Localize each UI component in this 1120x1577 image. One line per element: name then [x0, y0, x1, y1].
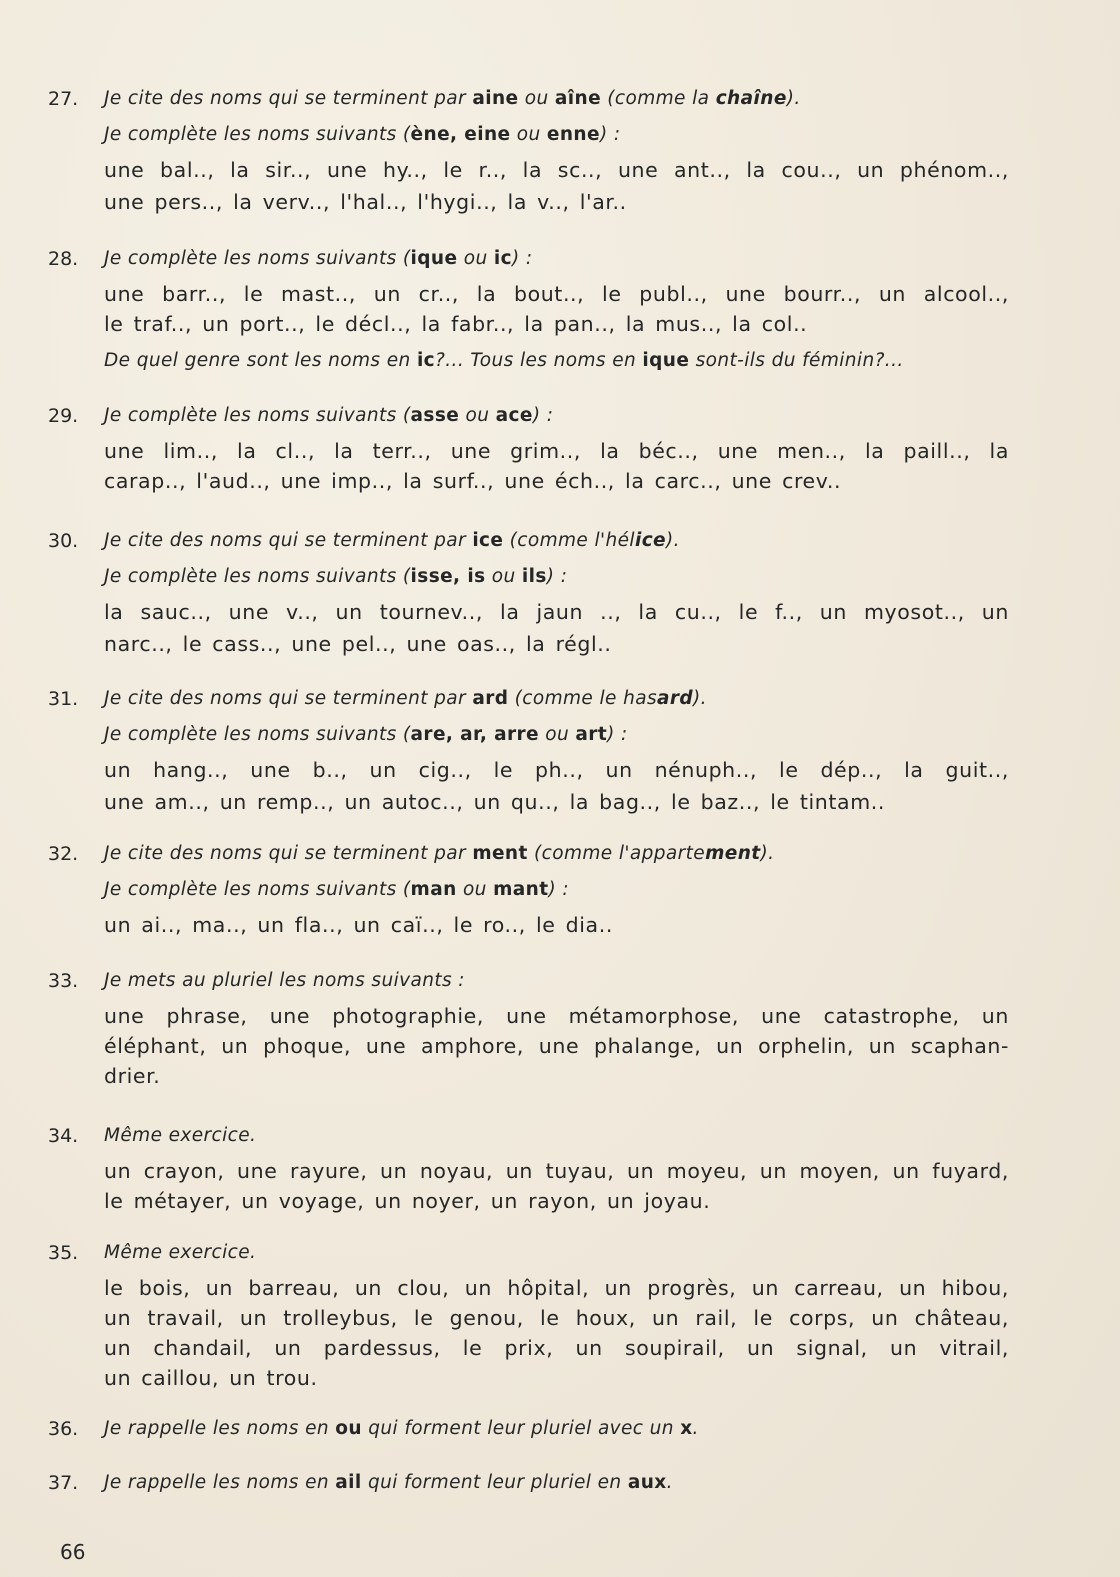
- exercise-instruction: [104, 843, 774, 864]
- instruction-keyword: ace: [495, 405, 533, 426]
- instruction-keyword: aîne: [554, 88, 602, 109]
- instruction-text: (comme l': [527, 843, 630, 864]
- exercise-number: 37.: [48, 1472, 79, 1494]
- instruction-keyword: ils: [521, 566, 547, 587]
- exercise-instruction: [104, 1418, 699, 1439]
- instruction-keyword: ique: [642, 350, 690, 371]
- instruction-keyword: aux: [627, 1472, 667, 1493]
- instruction-text: ou: [459, 405, 496, 426]
- instruction-keyword: man: [410, 879, 457, 900]
- exercise-words-line: un ai.., ma.., un fla.., un caï.., le ro.., le dia..: [104, 913, 613, 937]
- instruction-text: ) :: [607, 724, 628, 745]
- exercise-words-line: le métayer, un voyage, un noyer, un rayon, un joyau.: [104, 1189, 711, 1213]
- instruction-text: qui forment leur pluriel en: [361, 1472, 628, 1493]
- exercise-number: 29.: [48, 405, 79, 427]
- instruction-text: (comme la: [601, 88, 716, 109]
- exercise-instruction: [104, 88, 801, 109]
- instruction-text: sont-ils du féminin?...: [689, 350, 904, 371]
- instruction-text: ).: [786, 88, 801, 109]
- instruction-keyword: ice: [472, 530, 504, 551]
- exercise-words-line: une am.., un remp.., un autoc.., un qu.., la bag.., le baz.., le tintam..: [104, 790, 886, 814]
- instruction-text: ) :: [599, 124, 621, 145]
- exercise-number: 36.: [48, 1418, 79, 1440]
- exercise-words-line: le traf.., un port.., le décl.., la fabr.., la pan.., la mus.., la col..: [104, 312, 808, 336]
- instruction-keyword: art: [575, 724, 608, 745]
- instruction-text: Je complète les noms suivants (: [104, 566, 411, 587]
- exercise-words-line: une pers.., la verv.., l'hal.., l'hygi.., la v.., l'ar..: [104, 190, 627, 214]
- exercise-instruction: [104, 566, 567, 587]
- exercise-number: 30.: [48, 530, 79, 552]
- exercise-instruction: [104, 879, 569, 900]
- instruction-text: ).: [760, 843, 775, 864]
- instruction-keyword: x: [680, 1418, 693, 1439]
- instruction-keyword: aine: [472, 88, 519, 109]
- exercise-words-line: éléphant, un phoque, une amphore, une phalange, un orphelin, un scaphan-: [104, 1034, 1009, 1058]
- instruction-keyword: ique: [410, 248, 458, 269]
- instruction-keyword: enne: [546, 124, 600, 145]
- instruction-text: Je complète les noms suivants (: [104, 724, 411, 745]
- instruction-keyword: chaîne: [715, 88, 787, 109]
- instruction-keyword: are, ar, arre: [410, 724, 540, 745]
- exercise-words-line: une bal.., la sir.., une hy.., le r.., la sc.., une ant.., la cou.., un phénom..,: [104, 158, 1009, 182]
- instruction-keyword: ène, eine: [410, 124, 511, 145]
- instruction-text: ).: [666, 530, 680, 551]
- exercise-instruction: [104, 1472, 673, 1493]
- instruction-text: qui forment leur pluriel avec un: [361, 1418, 681, 1439]
- instruction-text: ou: [510, 124, 547, 145]
- exercise-instruction: [104, 688, 707, 709]
- exercise-instruction: [104, 530, 680, 551]
- instruction-keyword: isse, is: [410, 566, 486, 587]
- instruction-text: Je cite des noms qui se terminent par: [104, 88, 473, 109]
- instruction-text: ) :: [532, 405, 554, 426]
- exercise-number: 31.: [48, 688, 79, 710]
- instruction-keyword: ou: [335, 1418, 362, 1439]
- instruction-text: Même exercice.: [104, 1242, 257, 1263]
- instruction-text: ) :: [511, 248, 533, 269]
- instruction-text: Je rappelle les noms en: [104, 1472, 336, 1493]
- instruction-keyword: ic: [416, 350, 436, 371]
- exercise-words-line: un chandail, un pardessus, le prix, un soupirail, un signal, un vitrail,: [104, 1336, 1009, 1360]
- instruction-text: ou: [456, 879, 494, 900]
- instruction-text: ou: [457, 248, 494, 269]
- exercise-words-line: un hang.., une b.., un cig.., le ph.., un nénuph.., le dép.., la guit..,: [104, 758, 1009, 782]
- instruction-text: has: [623, 688, 657, 709]
- exercise-number: 35.: [48, 1242, 79, 1264]
- exercise-words-line: un travail, un trolleybus, le genou, le houx, un rail, le corps, un château,: [104, 1306, 1009, 1330]
- exercise-number: 28.: [48, 248, 79, 270]
- instruction-text: (comme le: [508, 688, 624, 709]
- instruction-text: Je cite des noms qui se terminent par: [104, 688, 473, 709]
- instruction-text: ).: [693, 688, 707, 709]
- instruction-keyword: mant: [493, 879, 549, 900]
- exercise-words-line: une phrase, une photographie, une métamorphose, une catastrophe, un: [104, 1004, 1009, 1028]
- exercise-instruction: [104, 724, 628, 745]
- instruction-text: Je complète les noms suivants (: [104, 124, 411, 145]
- instruction-text: Je mets au pluriel les noms suivants :: [104, 970, 465, 991]
- instruction-keyword: ard: [656, 688, 694, 709]
- instruction-text: ou: [485, 566, 522, 587]
- instruction-text: Je rappelle les noms en: [104, 1418, 336, 1439]
- instruction-keyword: ic: [493, 248, 512, 269]
- exercise-words-line: une lim.., la cl.., la terr.., une grim.., la béc.., une men.., la paill.., la: [104, 439, 1009, 463]
- exercise-words-line: une barr.., le mast.., un cr.., la bout.., le publ.., une bourr.., un alcool..,: [104, 282, 1009, 306]
- exercise-instruction: [104, 1125, 256, 1146]
- instruction-text: apparte: [629, 843, 706, 864]
- instruction-text: Même exercice.: [104, 1125, 257, 1146]
- exercise-words-line: un crayon, une rayure, un noyau, un tuyau, un moyeu, un moyen, un fuyard,: [104, 1159, 1009, 1183]
- instruction-text: ou: [539, 724, 576, 745]
- instruction-text: .: [666, 1472, 673, 1493]
- instruction-text: Je cite des noms qui se terminent par: [104, 843, 473, 864]
- instruction-text: Je complète les noms suivants (: [104, 248, 411, 269]
- exercise-instruction: [104, 350, 904, 371]
- instruction-text: De quel genre sont les noms en: [104, 350, 417, 371]
- exercise-number: 32.: [48, 843, 79, 865]
- page-number: 66: [60, 1540, 86, 1564]
- instruction-text: ou: [518, 88, 555, 109]
- exercise-number: 34.: [48, 1125, 79, 1147]
- instruction-text: (comme l': [503, 530, 606, 551]
- instruction-text: ?... Tous les noms en: [435, 350, 643, 371]
- instruction-text: Je cite des noms qui se terminent par: [104, 530, 473, 551]
- instruction-keyword: ail: [335, 1472, 362, 1493]
- instruction-text: Je complète les noms suivants (: [104, 405, 411, 426]
- exercise-words-line: carap.., l'aud.., une imp.., la surf.., une éch.., la carc.., une crev..: [104, 469, 842, 493]
- exercise-instruction: [104, 248, 533, 269]
- instruction-text: ) :: [546, 566, 568, 587]
- instruction-text: .: [692, 1418, 699, 1439]
- exercise-instruction: [104, 124, 620, 145]
- exercise-words-line: la sauc.., une v.., un tournev.., la jaun .., la cu.., le f.., un myosot.., un: [104, 600, 1009, 624]
- exercise-words-line: narc.., le cass.., une pel.., une oas.., la régl..: [104, 632, 612, 656]
- instruction-keyword: ard: [472, 688, 509, 709]
- exercise-words-line: un caillou, un trou.: [104, 1366, 318, 1390]
- exercise-number: 27.: [48, 88, 79, 110]
- instruction-keyword: ice: [634, 530, 667, 551]
- exercise-instruction: [104, 970, 465, 991]
- instruction-keyword: ment: [472, 843, 528, 864]
- instruction-text: hél: [605, 530, 635, 551]
- exercise-words-line: drier.: [104, 1064, 161, 1088]
- exercise-number: 33.: [48, 970, 79, 992]
- instruction-keyword: ment: [705, 843, 761, 864]
- instruction-keyword: asse: [410, 405, 460, 426]
- exercise-instruction: [104, 1242, 256, 1263]
- exercise-instruction: [104, 405, 553, 426]
- instruction-text: ) :: [548, 879, 569, 900]
- instruction-text: Je complète les noms suivants (: [104, 879, 411, 900]
- exercise-words-line: le bois, un barreau, un clou, un hôpital, un progrès, un carreau, un hibou,: [104, 1276, 1009, 1300]
